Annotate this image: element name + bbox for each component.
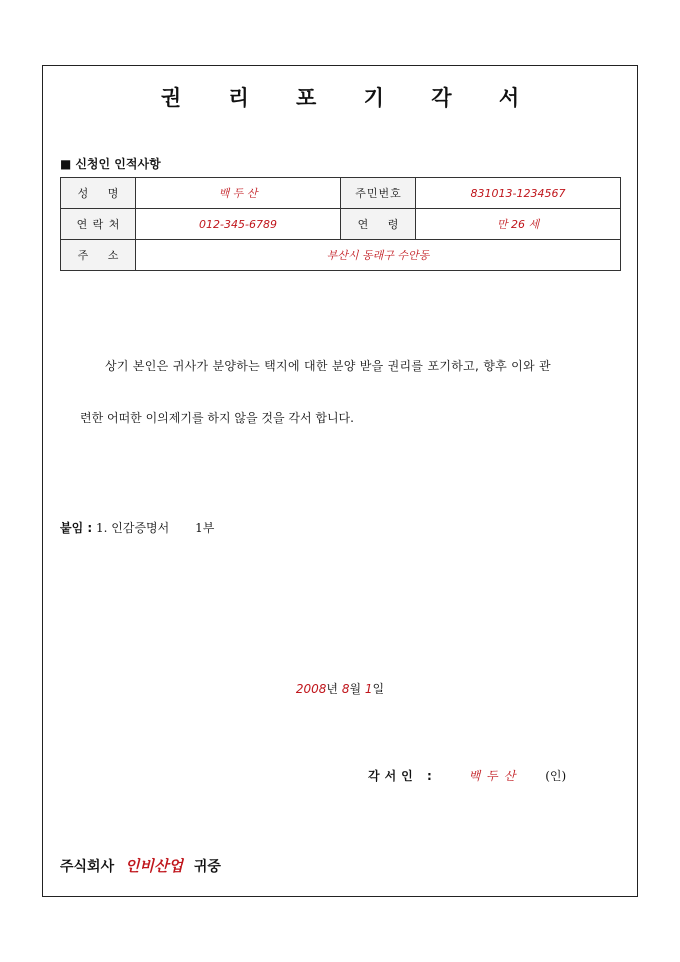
signer-name: 백두산 [468,769,522,783]
addressee-company: 인비산업 [124,857,183,875]
date-day-unit: 일 [372,682,385,696]
table-row [61,240,621,271]
attachment-count: 1부 [195,521,215,535]
date-month: 8 [341,682,350,696]
signature-label: 각서인 : [368,769,437,783]
section-heading-text: 신청인 인적사항 [75,157,161,171]
seal-mark: (인) [545,769,567,783]
table-row [61,178,621,209]
document-title: 권 리 포 기 각 서 [160,85,540,110]
attachment-label: 붙임 : [60,521,93,535]
age-value: 만 26 세 [416,209,621,240]
section-heading [60,155,161,172]
contact-value: 012-345-6789 [136,209,341,240]
attachment [60,519,214,536]
applicant-info-table [60,177,621,271]
addressee-suffix: 귀중 [193,859,221,875]
statement-line-2: 련한 어떠한 이의제기를 하지 않을 것을 각서 합니다. [80,411,354,425]
address-value: 부산시 동래구 수안동 [136,240,621,271]
addressee-prefix: 주식회사 [60,859,115,875]
date-day: 1 [364,682,373,696]
address-label: 주 소 [61,240,136,271]
age-label: 연 령 [341,209,416,240]
square-bullet-icon: ■ [60,157,72,171]
contact-label: 연 락 처 [61,209,136,240]
id-number-label: 주민번호 [341,178,416,209]
statement-line-1: 상기 본인은 귀사가 분양하는 택지에 대한 분양 받을 권리를 포기하고, 향후 이와 관 [105,359,551,373]
addressee [60,855,221,876]
document-date [0,680,680,697]
date-year: 2008 [295,682,327,696]
name-label: 성 명 [61,178,136,209]
date-month-unit: 월 [349,682,365,696]
date-year-unit: 년 [326,682,342,696]
table-row [61,209,621,240]
name-value: 백 두 산 [136,178,341,209]
signature-line [368,767,566,784]
id-number-value: 831013-1234567 [416,178,621,209]
attachment-item: 1. 인감증명서 [96,521,170,535]
